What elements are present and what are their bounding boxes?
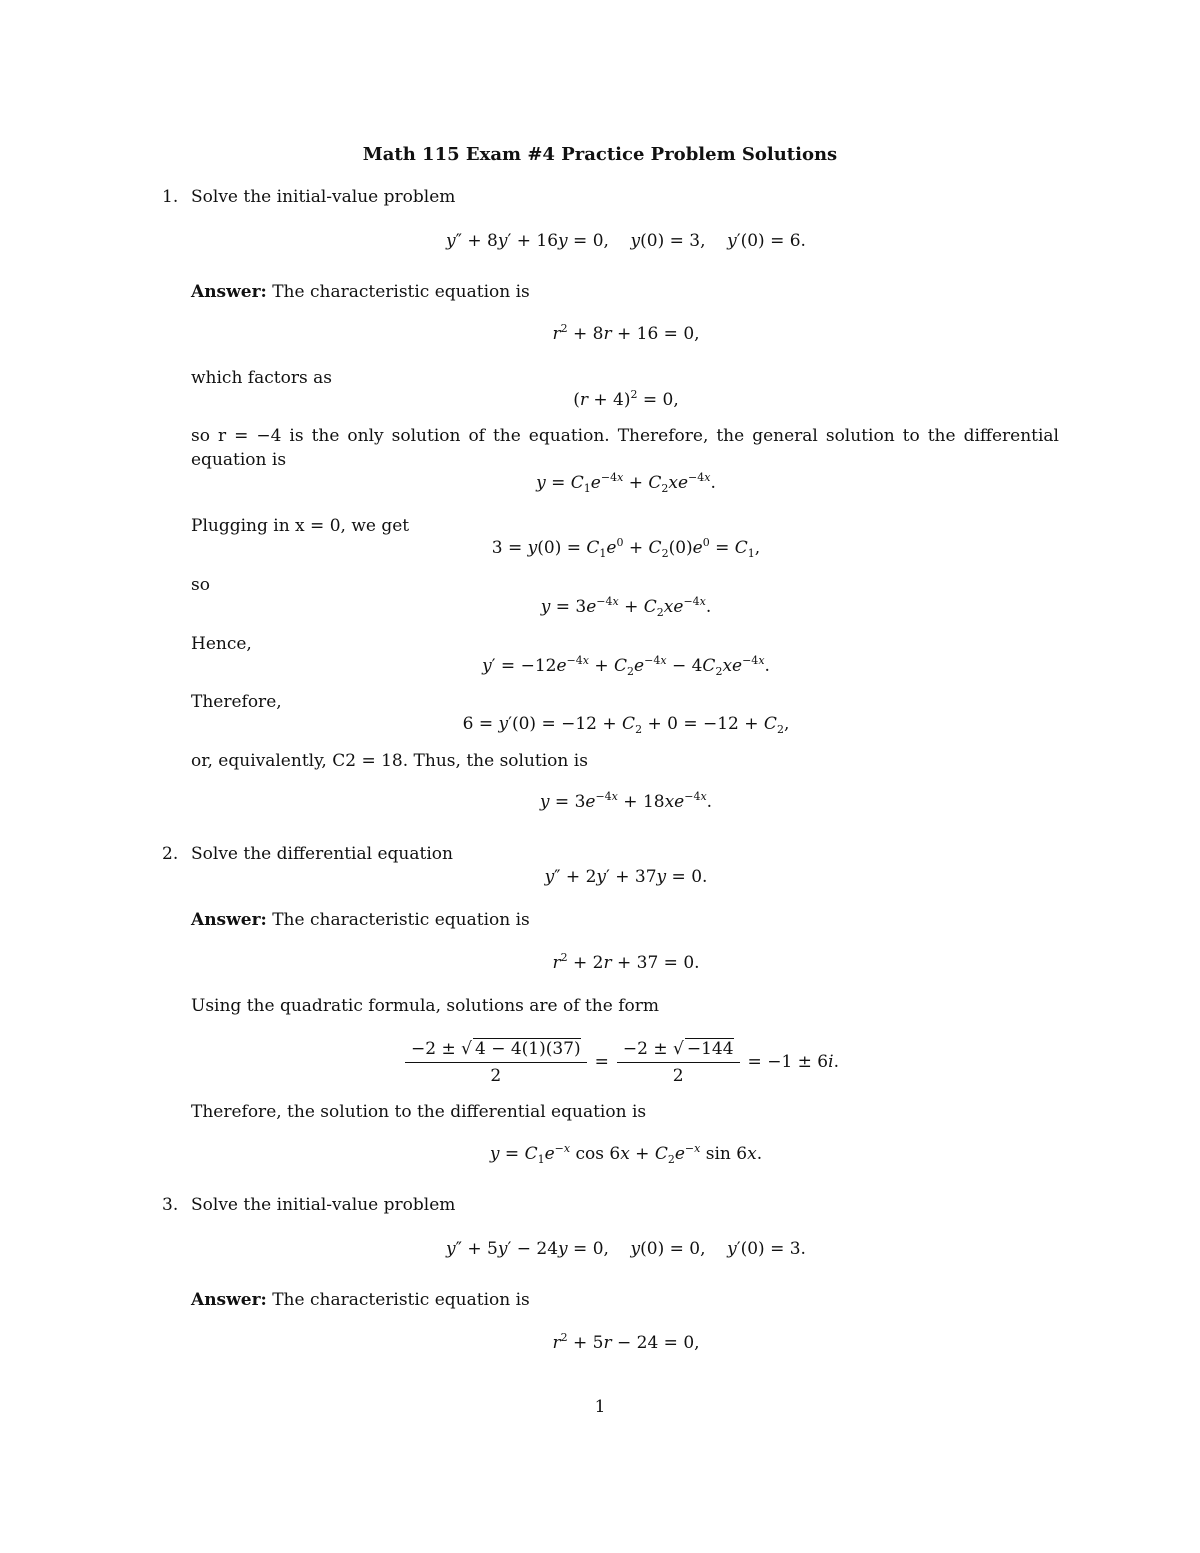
equation: $y = 3e^{-4x} + C_2xe^{-4x}$. [540, 595, 712, 619]
equation: y″ + 2y′ + 37y = 0. [544, 867, 708, 887]
problem-prompt: Solve the initial-value problem [191, 187, 456, 207]
problem-number: 3. [162, 1195, 179, 1215]
equation: $r^2 + 8r + 16 = 0$, [552, 322, 700, 344]
equation: $y = C_1e^{-x}$ $\cos 6x + C_2e^{-x}$ sin 6x. [489, 1142, 763, 1166]
paragraph: which factors as [191, 368, 332, 388]
equation: $y' = -12e^{-4x} + C_2e^{-4x} - 4C_2xe^{-4x}$. [482, 654, 770, 678]
problem-number: 1. [162, 187, 179, 207]
answer-text: The characteristic equation is [272, 282, 530, 302]
equation: $r^2 + 2r + 37 = 0$. [552, 951, 700, 973]
equation: $y = C_1e^{-4x} + C_2xe^{-4x}$. [536, 471, 716, 495]
page-number: 1 [594, 1397, 606, 1417]
paragraph: Hence, [191, 634, 252, 654]
equation: y″ + 5y′ − 24y = 0, y(0) = 0, y′(0) = 3. [446, 1239, 806, 1259]
page-title: Math 115 Exam #4 Practice Problem Solutions [362, 144, 838, 165]
answer-line [191, 1292, 530, 1309]
equation: $y = 3e^{-4x} + 18xe^{-4x}$. [539, 790, 713, 812]
answer-label: Answer: [191, 910, 267, 930]
answer-label: Answer: [191, 282, 267, 302]
paragraph: or, equivalently, C2 = 18. Thus, the solution is [191, 751, 588, 771]
paragraph: Plugging in x = 0, we get [191, 516, 410, 536]
paragraph: Therefore, the solution to the differential equation is [191, 1102, 647, 1122]
paragraph: Therefore, [191, 692, 282, 712]
answer-text: The characteristic equation is [272, 1290, 530, 1310]
fraction: $\frac{-2 \pm √ -144}{2}$ [617, 1038, 740, 1086]
answer-line [191, 912, 530, 929]
problem-prompt: Solve the initial-value problem [191, 1195, 456, 1215]
equation: $r^2 + 5r - 24 = 0$, [552, 1331, 700, 1353]
paragraph: so r = −4 is the only solution of the equation. Therefore, the general solution to the differential equation is [191, 426, 1059, 470]
equation: $6 = y'(0) = -12 + C_2 + 0 = -12 + C_2$, [462, 714, 790, 736]
paragraph: so [191, 575, 210, 595]
equation: y″ + 8y′ + 16y = 0, y(0) = 3, y′(0) = 6. [446, 231, 806, 251]
answer-label: Answer: [191, 1290, 267, 1310]
equation: $(r + 4)^2 = 0$, [573, 388, 679, 410]
paragraph: Using the quadratic formula, solutions are of the form [191, 996, 659, 1016]
answer-line [191, 284, 530, 301]
problem-prompt: Solve the differential equation [191, 844, 453, 864]
fraction: $\frac{-2 \pm √ 4 - 4(1)(37)}{2}$ [405, 1038, 587, 1086]
answer-text: The characteristic equation is [272, 910, 530, 930]
equation: $3 = y(0) = C_1e^0 + C_2(0)e^0 = C_1$, [491, 536, 761, 560]
problem-number: 2. [162, 844, 179, 864]
quadratic-formula-equation: $\frac{-2 \pm √ 4 - 4(1)(37)}{2}$ = $\frac{-2 \pm √ -144}{2}$ = −1 ± 6i. [0, 1038, 1200, 1086]
